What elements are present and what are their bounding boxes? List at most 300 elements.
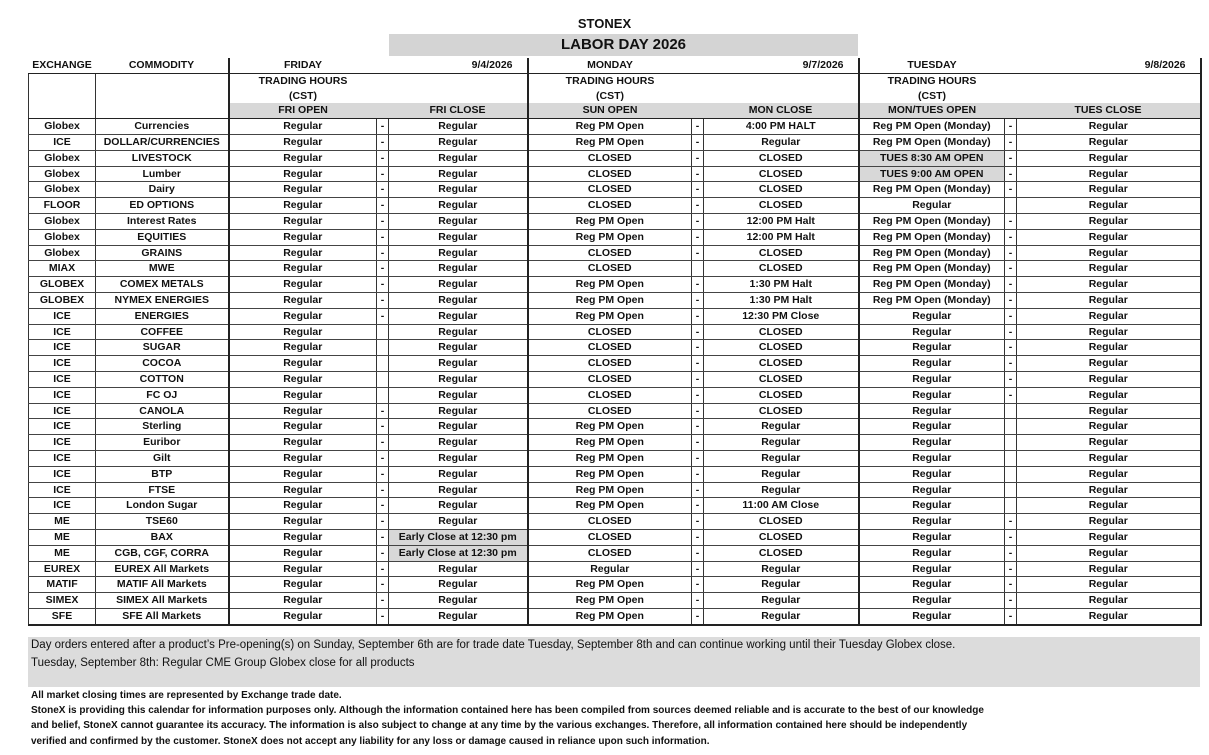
commodity-cell: COTTON: [96, 371, 229, 387]
fri-open-cell: Regular: [229, 245, 377, 261]
tues-close-cell: Regular: [1017, 466, 1201, 482]
exchange-cell: ICE: [29, 482, 96, 498]
exchange-cell: ICE: [29, 134, 96, 150]
tues-close-cell: Regular: [1017, 371, 1201, 387]
tues-close-cell: Regular: [1017, 134, 1201, 150]
tues-close-cell: Regular: [1017, 245, 1201, 261]
tue-dash-cell: -: [1005, 340, 1017, 356]
sun-open-cell: Reg PM Open: [528, 134, 692, 150]
commodity-cell: Lumber: [96, 166, 229, 182]
table-row: [29, 356, 1201, 372]
mon-dash-cell: -: [692, 593, 704, 609]
fri-close-cell: Regular: [389, 608, 528, 624]
table-row: [29, 529, 1201, 545]
tues-close-cell: Regular: [1017, 308, 1201, 324]
tue-open-cell: Regular: [859, 498, 1005, 514]
table-row: [29, 340, 1201, 356]
fri-close-cell: Regular: [389, 119, 528, 135]
fri-close-cell: Regular: [389, 371, 528, 387]
tue-open-cell: Regular: [859, 419, 1005, 435]
table-row: [29, 577, 1201, 593]
tue-open-cell: Regular: [859, 482, 1005, 498]
mon-dash-cell: -: [692, 514, 704, 530]
mon-close-cell: Regular: [704, 134, 859, 150]
fri-close-cell: Regular: [389, 435, 528, 451]
mon-close-cell: Regular: [704, 466, 859, 482]
table-row: [29, 150, 1201, 166]
fri-dash-cell: -: [377, 561, 389, 577]
mon-dash-cell: -: [692, 466, 704, 482]
tue-open-cell: Regular: [859, 466, 1005, 482]
tue-open-cell: Reg PM Open (Monday): [859, 229, 1005, 245]
fri-open-cell: Regular: [229, 435, 377, 451]
tues-close-cell: Regular: [1017, 403, 1201, 419]
disclaimer-line-2: StoneX is providing this calendar for information purposes only. Although the information contained here has been compiled from sources deemed reliable and is accurate to the best of our knowledge: [31, 705, 984, 716]
tues-close-cell: Regular: [1017, 150, 1201, 166]
tue-dash-cell: [1005, 498, 1017, 514]
sun-open-cell: Reg PM Open: [528, 292, 692, 308]
fri-dash-cell: -: [377, 119, 389, 135]
mon-close-cell: CLOSED: [704, 545, 859, 561]
mon-close-cell: CLOSED: [704, 371, 859, 387]
tue-dash-cell: [1005, 466, 1017, 482]
fri-close-cell: Regular: [389, 403, 528, 419]
mon-dash-cell: -: [692, 387, 704, 403]
exchange-cell: Globex: [29, 229, 96, 245]
tue-dash-cell: -: [1005, 134, 1017, 150]
sun-open-cell: CLOSED: [528, 198, 692, 214]
commodity-cell: MATIF All Markets: [96, 577, 229, 593]
tue-dash-cell: -: [1005, 213, 1017, 229]
exchange-cell: ICE: [29, 308, 96, 324]
mon-close-cell: Regular: [704, 561, 859, 577]
tue-dash-cell: -: [1005, 166, 1017, 182]
tue-open-cell: Regular: [859, 403, 1005, 419]
fri-close-cell: Regular: [389, 292, 528, 308]
fri-close-cell: Regular: [389, 324, 528, 340]
fri-dash-cell: -: [377, 261, 389, 277]
commodity-cell: Euribor: [96, 435, 229, 451]
exchange-cell: ICE: [29, 435, 96, 451]
table-row: [29, 119, 1201, 135]
exchange-cell: MIAX: [29, 261, 96, 277]
disclaimer-line-1: All market closing times are represented by Exchange trade date.: [31, 690, 342, 701]
exchange-cell: ICE: [29, 387, 96, 403]
fri-dash-cell: -: [377, 577, 389, 593]
exchange-cell: ME: [29, 514, 96, 530]
tue-dash-cell: -: [1005, 324, 1017, 340]
tue-open-cell: Regular: [859, 324, 1005, 340]
sun-open-cell: CLOSED: [528, 261, 692, 277]
fri-open-cell: Regular: [229, 577, 377, 593]
fri-open-cell: Regular: [229, 608, 377, 624]
fri-open-cell: Regular: [229, 356, 377, 372]
tues-close-cell: Regular: [1017, 577, 1201, 593]
header-tues-close: TUES CLOSE: [1017, 103, 1201, 118]
table-row: [29, 435, 1201, 451]
tue-open-cell: Regular: [859, 387, 1005, 403]
fri-dash-cell: -: [377, 482, 389, 498]
fri-open-cell: Regular: [229, 371, 377, 387]
tue-dash-cell: -: [1005, 292, 1017, 308]
mon-close-cell: CLOSED: [704, 324, 859, 340]
mon-dash-cell: -: [692, 308, 704, 324]
commodity-cell: EQUITIES: [96, 229, 229, 245]
table-row: [29, 308, 1201, 324]
header-montue-open: MON/TUES OPEN: [859, 103, 1005, 118]
table-row: [29, 482, 1201, 498]
mon-dash-cell: -: [692, 166, 704, 182]
fri-open-cell: Regular: [229, 514, 377, 530]
fri-dash-cell: [377, 324, 389, 340]
mon-dash-cell: -: [692, 450, 704, 466]
mon-dash-cell: -: [692, 577, 704, 593]
fri-close-cell: Regular: [389, 150, 528, 166]
tues-close-cell: Regular: [1017, 198, 1201, 214]
table-row: [29, 277, 1201, 293]
fri-dash-cell: -: [377, 277, 389, 293]
table-row: [29, 166, 1201, 182]
tue-open-cell: Reg PM Open (Monday): [859, 119, 1005, 135]
tues-close-cell: Regular: [1017, 229, 1201, 245]
mon-close-cell: CLOSED: [704, 356, 859, 372]
tue-open-cell: Regular: [859, 435, 1005, 451]
fri-open-cell: Regular: [229, 466, 377, 482]
fri-dash-cell: -: [377, 608, 389, 624]
tue-dash-cell: [1005, 419, 1017, 435]
fri-close-cell: Regular: [389, 308, 528, 324]
tue-dash-cell: -: [1005, 245, 1017, 261]
mon-dash-cell: -: [692, 150, 704, 166]
commodity-cell: ED OPTIONS: [96, 198, 229, 214]
tue-dash-cell: -: [1005, 277, 1017, 293]
fri-close-cell: Regular: [389, 166, 528, 182]
exchange-cell: Globex: [29, 182, 96, 198]
mon-trading-hours-label: TRADING HOURS: [528, 73, 692, 88]
table-row: [29, 324, 1201, 340]
header-fri-open: FRI OPEN: [229, 103, 377, 118]
fri-close-cell: Regular: [389, 134, 528, 150]
mon-dash-cell: -: [692, 229, 704, 245]
commodity-cell: LIVESTOCK: [96, 150, 229, 166]
sun-open-cell: Reg PM Open: [528, 482, 692, 498]
mon-dash-cell: -: [692, 324, 704, 340]
mon-dash-cell: -: [692, 545, 704, 561]
mon-close-cell: CLOSED: [704, 150, 859, 166]
fri-open-cell: Regular: [229, 292, 377, 308]
fri-close-cell: Regular: [389, 277, 528, 293]
exchange-cell: ICE: [29, 466, 96, 482]
commodity-cell: Currencies: [96, 119, 229, 135]
fri-trading-hours-label: TRADING HOURS: [229, 73, 377, 88]
tue-open-cell: Regular: [859, 593, 1005, 609]
tue-dash-cell: -: [1005, 261, 1017, 277]
fri-open-cell: Regular: [229, 229, 377, 245]
fri-open-cell: Regular: [229, 198, 377, 214]
tue-open-cell: Reg PM Open (Monday): [859, 277, 1005, 293]
fri-open-cell: Regular: [229, 593, 377, 609]
header-tuesday: TUESDAY: [859, 58, 1005, 73]
mon-close-cell: Regular: [704, 593, 859, 609]
fri-close-cell: Regular: [389, 498, 528, 514]
table-row: [29, 608, 1201, 624]
sun-open-cell: Reg PM Open: [528, 435, 692, 451]
tues-close-cell: Regular: [1017, 292, 1201, 308]
fri-close-cell: Regular: [389, 466, 528, 482]
mon-dash-cell: -: [692, 213, 704, 229]
sun-open-cell: CLOSED: [528, 324, 692, 340]
tue-dash-cell: [1005, 450, 1017, 466]
mon-close-cell: CLOSED: [704, 261, 859, 277]
fri-dash-cell: -: [377, 435, 389, 451]
sun-open-cell: Reg PM Open: [528, 498, 692, 514]
fri-dash-cell: -: [377, 292, 389, 308]
mon-dash-cell: -: [692, 371, 704, 387]
fri-dash-cell: -: [377, 182, 389, 198]
tues-close-cell: Regular: [1017, 387, 1201, 403]
mon-close-cell: CLOSED: [704, 403, 859, 419]
commodity-cell: SUGAR: [96, 340, 229, 356]
fri-open-cell: Regular: [229, 545, 377, 561]
mon-dash-cell: -: [692, 608, 704, 624]
fri-dash-cell: -: [377, 134, 389, 150]
sun-open-cell: CLOSED: [528, 150, 692, 166]
mon-close-cell: CLOSED: [704, 529, 859, 545]
exchange-cell: ME: [29, 545, 96, 561]
sun-open-cell: Reg PM Open: [528, 277, 692, 293]
fri-dash-cell: -: [377, 308, 389, 324]
fri-open-cell: Regular: [229, 419, 377, 435]
mon-dash-cell: -: [692, 134, 704, 150]
sun-open-cell: CLOSED: [528, 356, 692, 372]
exchange-cell: ICE: [29, 324, 96, 340]
fri-open-cell: Regular: [229, 119, 377, 135]
note-line-1: Day orders entered after a product’s Pre-opening(s) on Sunday, September 6th are for trade date Tuesday, September 8th and can continue working until their Tuesday Globex close.: [31, 639, 956, 651]
tue-open-cell: Regular: [859, 308, 1005, 324]
commodity-cell: ENERGIES: [96, 308, 229, 324]
tue-open-cell: Regular: [859, 514, 1005, 530]
fri-dash-cell: -: [377, 166, 389, 182]
mon-close-cell: Regular: [704, 577, 859, 593]
mon-dash-cell: -: [692, 356, 704, 372]
fri-dash-cell: -: [377, 545, 389, 561]
tue-open-cell: Regular: [859, 545, 1005, 561]
fri-open-cell: Regular: [229, 450, 377, 466]
tue-dash-cell: -: [1005, 593, 1017, 609]
table-row: [29, 292, 1201, 308]
tue-open-cell: Regular: [859, 340, 1005, 356]
table-row: [29, 245, 1201, 261]
fri-close-cell: Early Close at 12:30 pm: [389, 545, 528, 561]
fri-close-cell: Regular: [389, 387, 528, 403]
commodity-cell: Dairy: [96, 182, 229, 198]
commodity-cell: GRAINS: [96, 245, 229, 261]
commodity-cell: Interest Rates: [96, 213, 229, 229]
mon-close-cell: CLOSED: [704, 182, 859, 198]
mon-close-cell: 12:30 PM Close: [704, 308, 859, 324]
header-sun-open: SUN OPEN: [528, 103, 692, 118]
sun-open-cell: CLOSED: [528, 340, 692, 356]
mon-close-cell: Regular: [704, 435, 859, 451]
fri-open-cell: Regular: [229, 277, 377, 293]
table-row: [29, 545, 1201, 561]
header-row-sessions: [29, 103, 1201, 118]
commodity-cell: COCOA: [96, 356, 229, 372]
header-mon-close: MON CLOSE: [704, 103, 859, 118]
tues-close-cell: Regular: [1017, 608, 1201, 624]
commodity-cell: TSE60: [96, 514, 229, 530]
sun-open-cell: CLOSED: [528, 529, 692, 545]
mon-dash-cell: -: [692, 482, 704, 498]
exchange-cell: Globex: [29, 166, 96, 182]
fri-open-cell: Regular: [229, 213, 377, 229]
brand-name: STONEX: [577, 16, 632, 31]
exchange-cell: EUREX: [29, 561, 96, 577]
sun-open-cell: Regular: [528, 561, 692, 577]
exchange-cell: SFE: [29, 608, 96, 624]
tues-close-cell: Regular: [1017, 213, 1201, 229]
tues-close-cell: Regular: [1017, 182, 1201, 198]
tues-close-cell: Regular: [1017, 340, 1201, 356]
table-body: [29, 119, 1201, 625]
sun-open-cell: Reg PM Open: [528, 450, 692, 466]
tues-close-cell: Regular: [1017, 324, 1201, 340]
fri-open-cell: Regular: [229, 529, 377, 545]
mon-close-cell: 1:30 PM Halt: [704, 277, 859, 293]
header-row-trading-hours: [29, 73, 1201, 88]
commodity-cell: CANOLA: [96, 403, 229, 419]
exchange-cell: ICE: [29, 371, 96, 387]
mon-close-cell: CLOSED: [704, 387, 859, 403]
disclaimer-line-4: verified and confirmed by the customer. StoneX does not accept any liability for any loss or damage caused in reliance upon such information.: [31, 736, 710, 747]
table-row: [29, 229, 1201, 245]
commodity-cell: SIMEX All Markets: [96, 593, 229, 609]
table-row: [29, 450, 1201, 466]
table-row: [29, 134, 1201, 150]
tues-close-cell: Regular: [1017, 419, 1201, 435]
exchange-cell: Globex: [29, 245, 96, 261]
sun-open-cell: CLOSED: [528, 403, 692, 419]
commodity-cell: DOLLAR/CURRENCIES: [96, 134, 229, 150]
fri-close-cell: Regular: [389, 593, 528, 609]
sun-open-cell: Reg PM Open: [528, 229, 692, 245]
exchange-cell: SIMEX: [29, 593, 96, 609]
fri-close-cell: Regular: [389, 450, 528, 466]
fri-dash-cell: [377, 340, 389, 356]
fri-dash-cell: -: [377, 514, 389, 530]
fri-close-cell: Regular: [389, 182, 528, 198]
commodity-cell: Sterling: [96, 419, 229, 435]
commodity-cell: Gilt: [96, 450, 229, 466]
tues-close-cell: Regular: [1017, 514, 1201, 530]
table-row: [29, 514, 1201, 530]
tue-dash-cell: -: [1005, 529, 1017, 545]
fri-open-cell: Regular: [229, 182, 377, 198]
mon-dash-cell: -: [692, 245, 704, 261]
exchange-cell: ICE: [29, 419, 96, 435]
fri-cst-label: (CST): [229, 89, 377, 104]
tue-dash-cell: -: [1005, 545, 1017, 561]
tue-open-cell: Reg PM Open (Monday): [859, 261, 1005, 277]
sun-open-cell: Reg PM Open: [528, 308, 692, 324]
exchange-cell: Globex: [29, 150, 96, 166]
header-friday: FRIDAY: [229, 58, 377, 73]
sun-open-cell: Reg PM Open: [528, 577, 692, 593]
tues-close-cell: Regular: [1017, 435, 1201, 451]
fri-dash-cell: -: [377, 403, 389, 419]
fri-dash-cell: -: [377, 498, 389, 514]
fri-close-cell: Regular: [389, 356, 528, 372]
fri-dash-cell: [377, 356, 389, 372]
tue-dash-cell: -: [1005, 561, 1017, 577]
tue-dash-cell: -: [1005, 514, 1017, 530]
commodity-cell: COFFEE: [96, 324, 229, 340]
mon-close-cell: 1:30 PM Halt: [704, 292, 859, 308]
tues-close-cell: Regular: [1017, 498, 1201, 514]
fri-dash-cell: -: [377, 213, 389, 229]
tue-open-cell: Reg PM Open (Monday): [859, 182, 1005, 198]
fri-dash-cell: -: [377, 593, 389, 609]
table-row: [29, 561, 1201, 577]
fri-open-cell: Regular: [229, 324, 377, 340]
tue-dash-cell: -: [1005, 150, 1017, 166]
mon-close-cell: 12:00 PM Halt: [704, 229, 859, 245]
fri-open-cell: Regular: [229, 387, 377, 403]
fri-close-cell: Regular: [389, 340, 528, 356]
table-row: [29, 387, 1201, 403]
exchange-cell: ICE: [29, 498, 96, 514]
mon-dash-cell: -: [692, 292, 704, 308]
sun-open-cell: CLOSED: [528, 387, 692, 403]
commodity-cell: COMEX METALS: [96, 277, 229, 293]
sun-open-cell: CLOSED: [528, 371, 692, 387]
sun-open-cell: Reg PM Open: [528, 119, 692, 135]
table-row: [29, 261, 1201, 277]
tue-open-cell: Regular: [859, 198, 1005, 214]
tues-close-cell: Regular: [1017, 450, 1201, 466]
fri-open-cell: Regular: [229, 166, 377, 182]
commodity-cell: BAX: [96, 529, 229, 545]
fri-dash-cell: -: [377, 198, 389, 214]
tues-close-cell: Regular: [1017, 166, 1201, 182]
commodity-cell: EUREX All Markets: [96, 561, 229, 577]
commodity-cell: FC OJ: [96, 387, 229, 403]
document-title: LABOR DAY 2026: [389, 34, 858, 56]
fri-open-cell: Regular: [229, 340, 377, 356]
mon-dash-cell: -: [692, 561, 704, 577]
tues-close-cell: Regular: [1017, 545, 1201, 561]
mon-dash-cell: -: [692, 119, 704, 135]
fri-dash-cell: [377, 387, 389, 403]
mon-dash-cell: -: [692, 435, 704, 451]
mon-close-cell: CLOSED: [704, 166, 859, 182]
table-row: [29, 593, 1201, 609]
fri-close-cell: Regular: [389, 419, 528, 435]
header-monday: MONDAY: [528, 58, 692, 73]
fri-open-cell: Regular: [229, 498, 377, 514]
sun-open-cell: CLOSED: [528, 182, 692, 198]
tue-open-cell: Reg PM Open (Monday): [859, 292, 1005, 308]
sun-open-cell: Reg PM Open: [528, 466, 692, 482]
mon-close-cell: CLOSED: [704, 245, 859, 261]
tue-open-cell: Regular: [859, 561, 1005, 577]
mon-close-cell: Regular: [704, 482, 859, 498]
header-tuesday-date: 9/8/2026: [1005, 58, 1201, 73]
header-commodity: COMMODITY: [96, 58, 229, 73]
exchange-cell: ICE: [29, 356, 96, 372]
tues-close-cell: Regular: [1017, 356, 1201, 372]
tue-dash-cell: -: [1005, 356, 1017, 372]
